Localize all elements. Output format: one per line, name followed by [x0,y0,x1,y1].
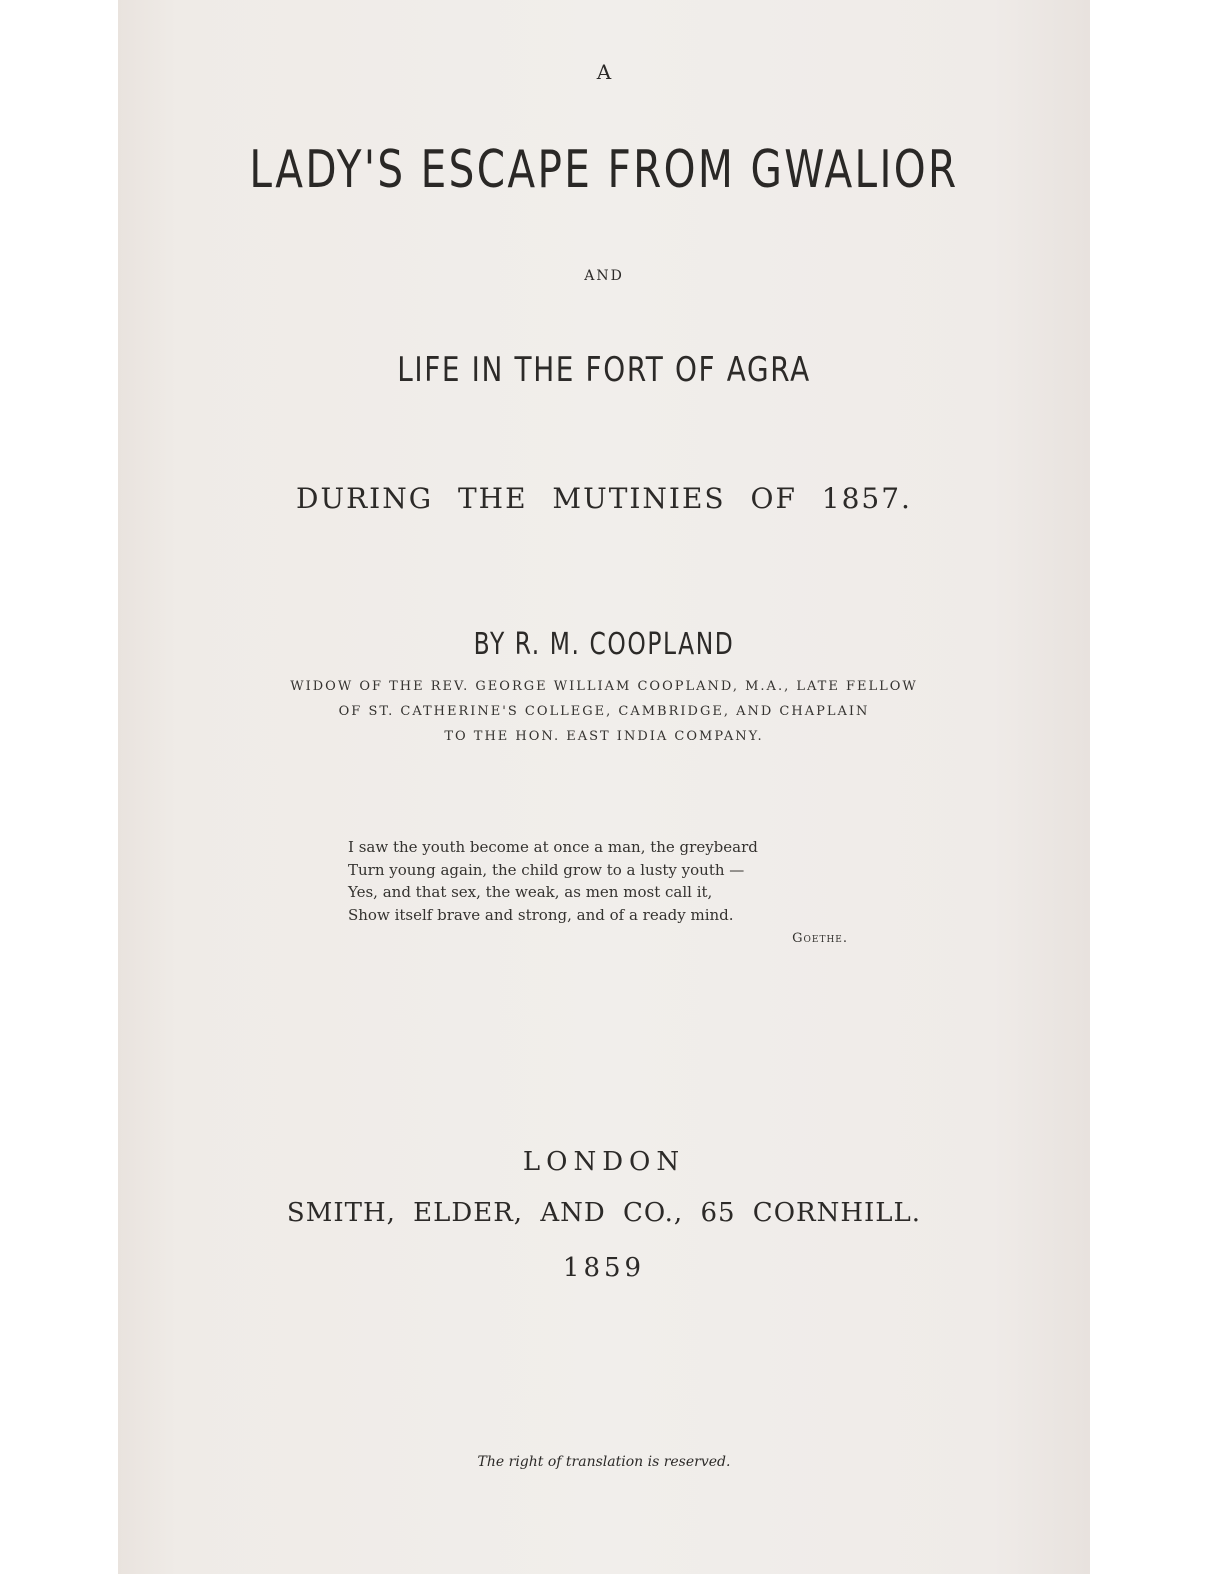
author-description-line: WIDOW OF THE REV. GEORGE WILLIAM COOPLAND, M.A., LATE FELLOW [290,679,918,694]
epigraph-line: Show itself brave and strong, and of a ready mind. [348,905,734,924]
epigraph-attribution: Goethe. [792,931,848,946]
title-page [118,0,1090,1574]
author-byline: BY R. M. COOPLAND [473,627,735,662]
author-description-line: OF ST. CATHERINE'S COLLEGE, CAMBRIDGE, AND CHAPLAIN [338,704,870,719]
epigraph-line: Yes, and that sex, the weak, as men most call it, [348,883,713,901]
title-conjunction: AND [584,268,624,284]
rights-notice: The right of translation is reserved. [477,1454,731,1470]
imprint-city: LONDON [522,1147,686,1177]
imprint-publisher: SMITH, ELDER, AND CO., 65 CORNHILL. [286,1198,922,1228]
period-line: DURING THE MUTINIES OF 1857. [296,482,912,515]
main-title: LADY'S ESCAPE FROM GWALIOR [249,140,959,200]
author-description-line: TO THE HON. EAST INDIA COMPANY. [444,729,764,744]
epigraph-line: I saw the youth become at once a man, the greybeard [348,838,758,856]
imprint-year: 1859 [562,1253,646,1283]
epigraph-line: Turn young again, the child grow to a lusty youth — [348,860,745,879]
subtitle: LIFE IN THE FORT OF AGRA [397,350,811,390]
epigraph [348,836,848,951]
title-article: A [596,60,612,84]
